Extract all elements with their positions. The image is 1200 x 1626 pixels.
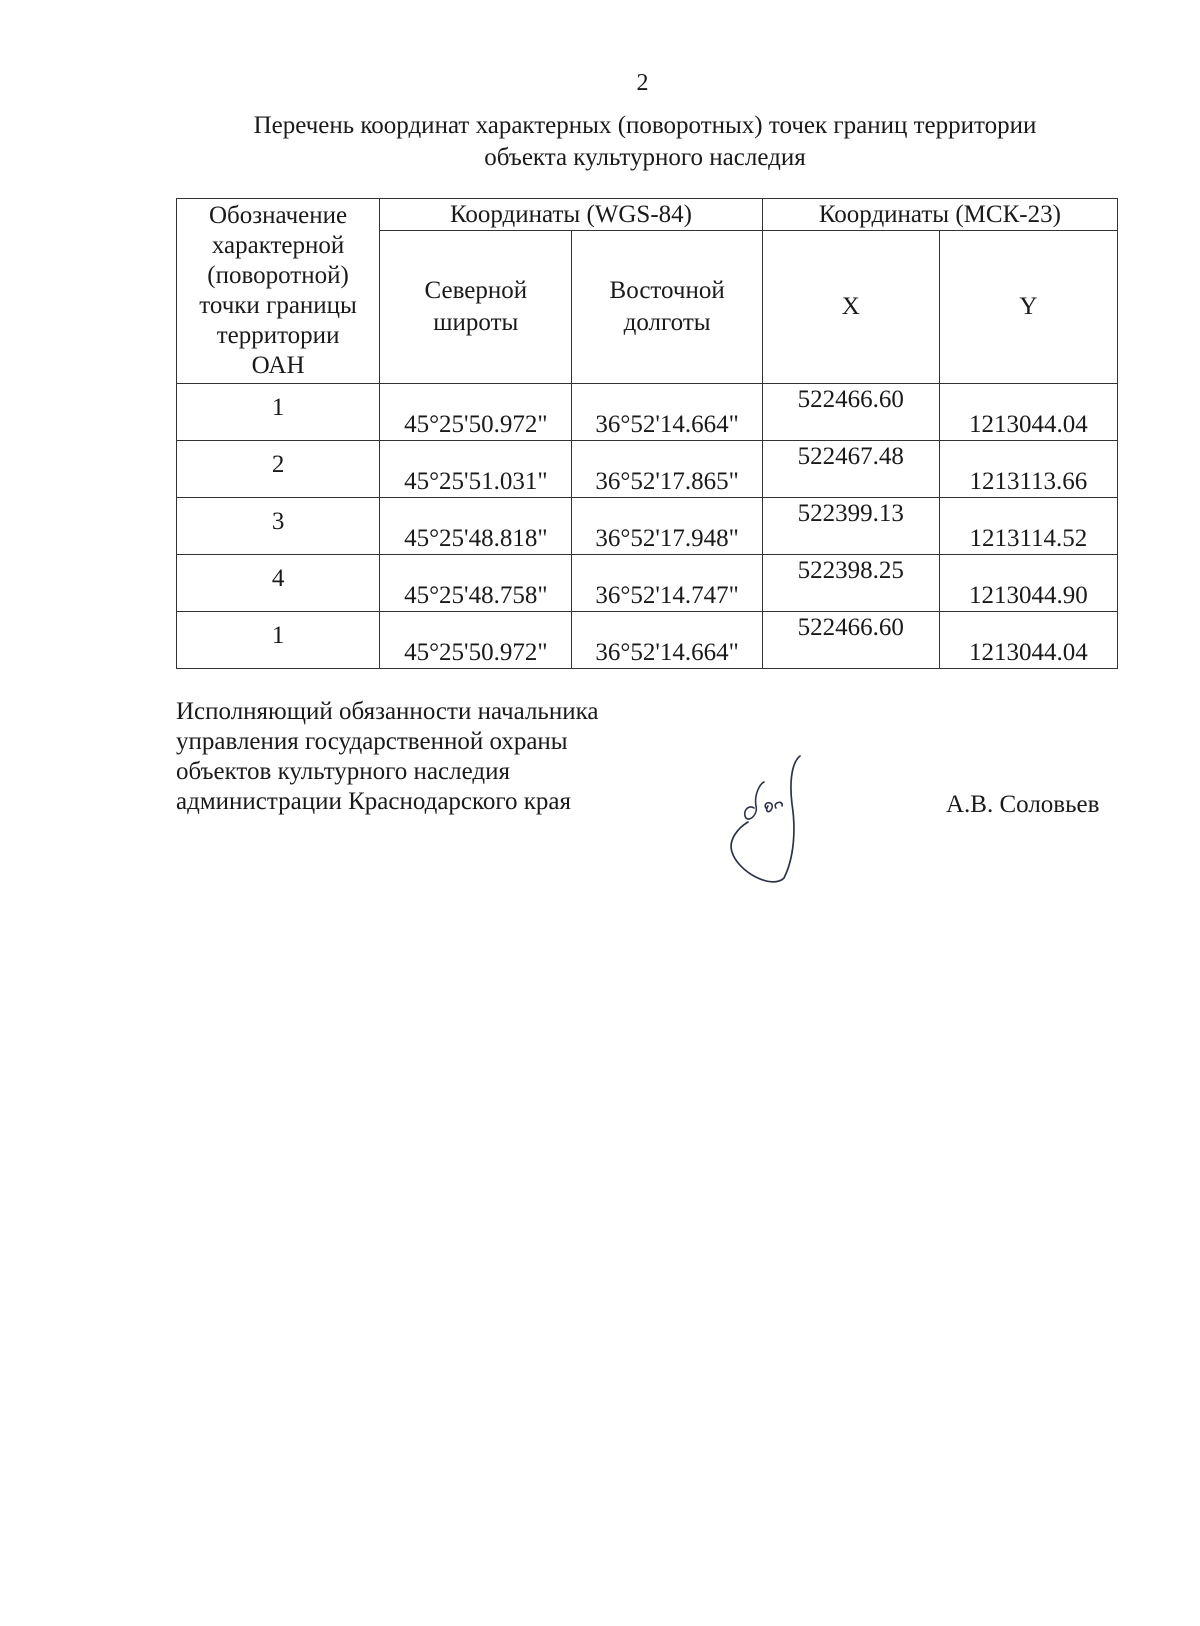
cell-point: 4 xyxy=(177,555,380,612)
cell-x: 522399.13 xyxy=(762,498,939,555)
cell-y: 1213044.90 xyxy=(939,555,1117,612)
header-y: Y xyxy=(939,231,1117,384)
cell-point: 1 xyxy=(177,612,380,669)
cell-latitude: 45°25'50.972" xyxy=(380,384,572,441)
table-row xyxy=(177,555,1118,612)
signatory-line: администрации Краснодарского края xyxy=(176,788,572,815)
header-latitude: Северной широты xyxy=(380,231,572,384)
page-number: 2 xyxy=(636,70,649,96)
table-row xyxy=(177,441,1118,498)
cell-y: 1213044.04 xyxy=(939,612,1117,669)
cell-point: 1 xyxy=(177,384,380,441)
document-title xyxy=(160,110,1130,174)
cell-x: 522398.25 xyxy=(762,555,939,612)
cell-latitude: 45°25'50.972" xyxy=(380,612,572,669)
cell-x: 522466.60 xyxy=(762,612,939,669)
cell-y: 1213114.52 xyxy=(939,498,1117,555)
coordinates-table xyxy=(176,198,1118,669)
header-longitude: Восточной долготы xyxy=(572,231,762,384)
header-msk23: Координаты (МСК-23) xyxy=(762,199,1117,231)
signature-stroke xyxy=(765,803,772,812)
header-point-designation: Обозначение характерной (поворотной) точки границы территории ОАН xyxy=(177,199,380,384)
header-x: X xyxy=(762,231,939,384)
cell-x: 522466.60 xyxy=(762,384,939,441)
title-line-2: объекта культурного наследия xyxy=(484,144,806,171)
signatory-position xyxy=(176,697,598,817)
signatory-line: объектов культурного наследия xyxy=(176,758,510,785)
cell-point: 3 xyxy=(177,498,380,555)
cell-latitude: 45°25'48.758" xyxy=(380,555,572,612)
signature-stroke xyxy=(775,802,782,808)
signatory-line: Исполняющий обязанности начальника xyxy=(176,698,599,725)
handwritten-signature xyxy=(728,748,838,890)
cell-y: 1213044.04 xyxy=(939,384,1117,441)
cell-point: 2 xyxy=(177,441,380,498)
cell-longitude: 36°52'14.664" xyxy=(572,612,762,669)
cell-latitude: 45°25'48.818" xyxy=(380,498,572,555)
table-row xyxy=(177,612,1118,669)
signature-stroke xyxy=(745,782,764,819)
title-line-1: Перечень координат характерных (поворотных) точек границ территории xyxy=(253,112,1037,139)
cell-latitude: 45°25'51.031" xyxy=(380,441,572,498)
header-wgs84: Координаты (WGS-84) xyxy=(380,199,763,231)
cell-longitude: 36°52'14.664" xyxy=(572,384,762,441)
cell-longitude: 36°52'17.948" xyxy=(572,498,762,555)
cell-longitude: 36°52'14.747" xyxy=(572,555,762,612)
cell-x: 522467.48 xyxy=(762,441,939,498)
table-row xyxy=(177,384,1118,441)
cell-y: 1213113.66 xyxy=(939,441,1117,498)
signature-stroke xyxy=(731,756,800,882)
table-row xyxy=(177,498,1118,555)
signer-name: А.В. Соловьев xyxy=(946,791,1100,818)
cell-longitude: 36°52'17.865" xyxy=(572,441,762,498)
signatory-line: управления государственной охраны xyxy=(176,728,568,755)
table-header-row xyxy=(177,199,1118,231)
